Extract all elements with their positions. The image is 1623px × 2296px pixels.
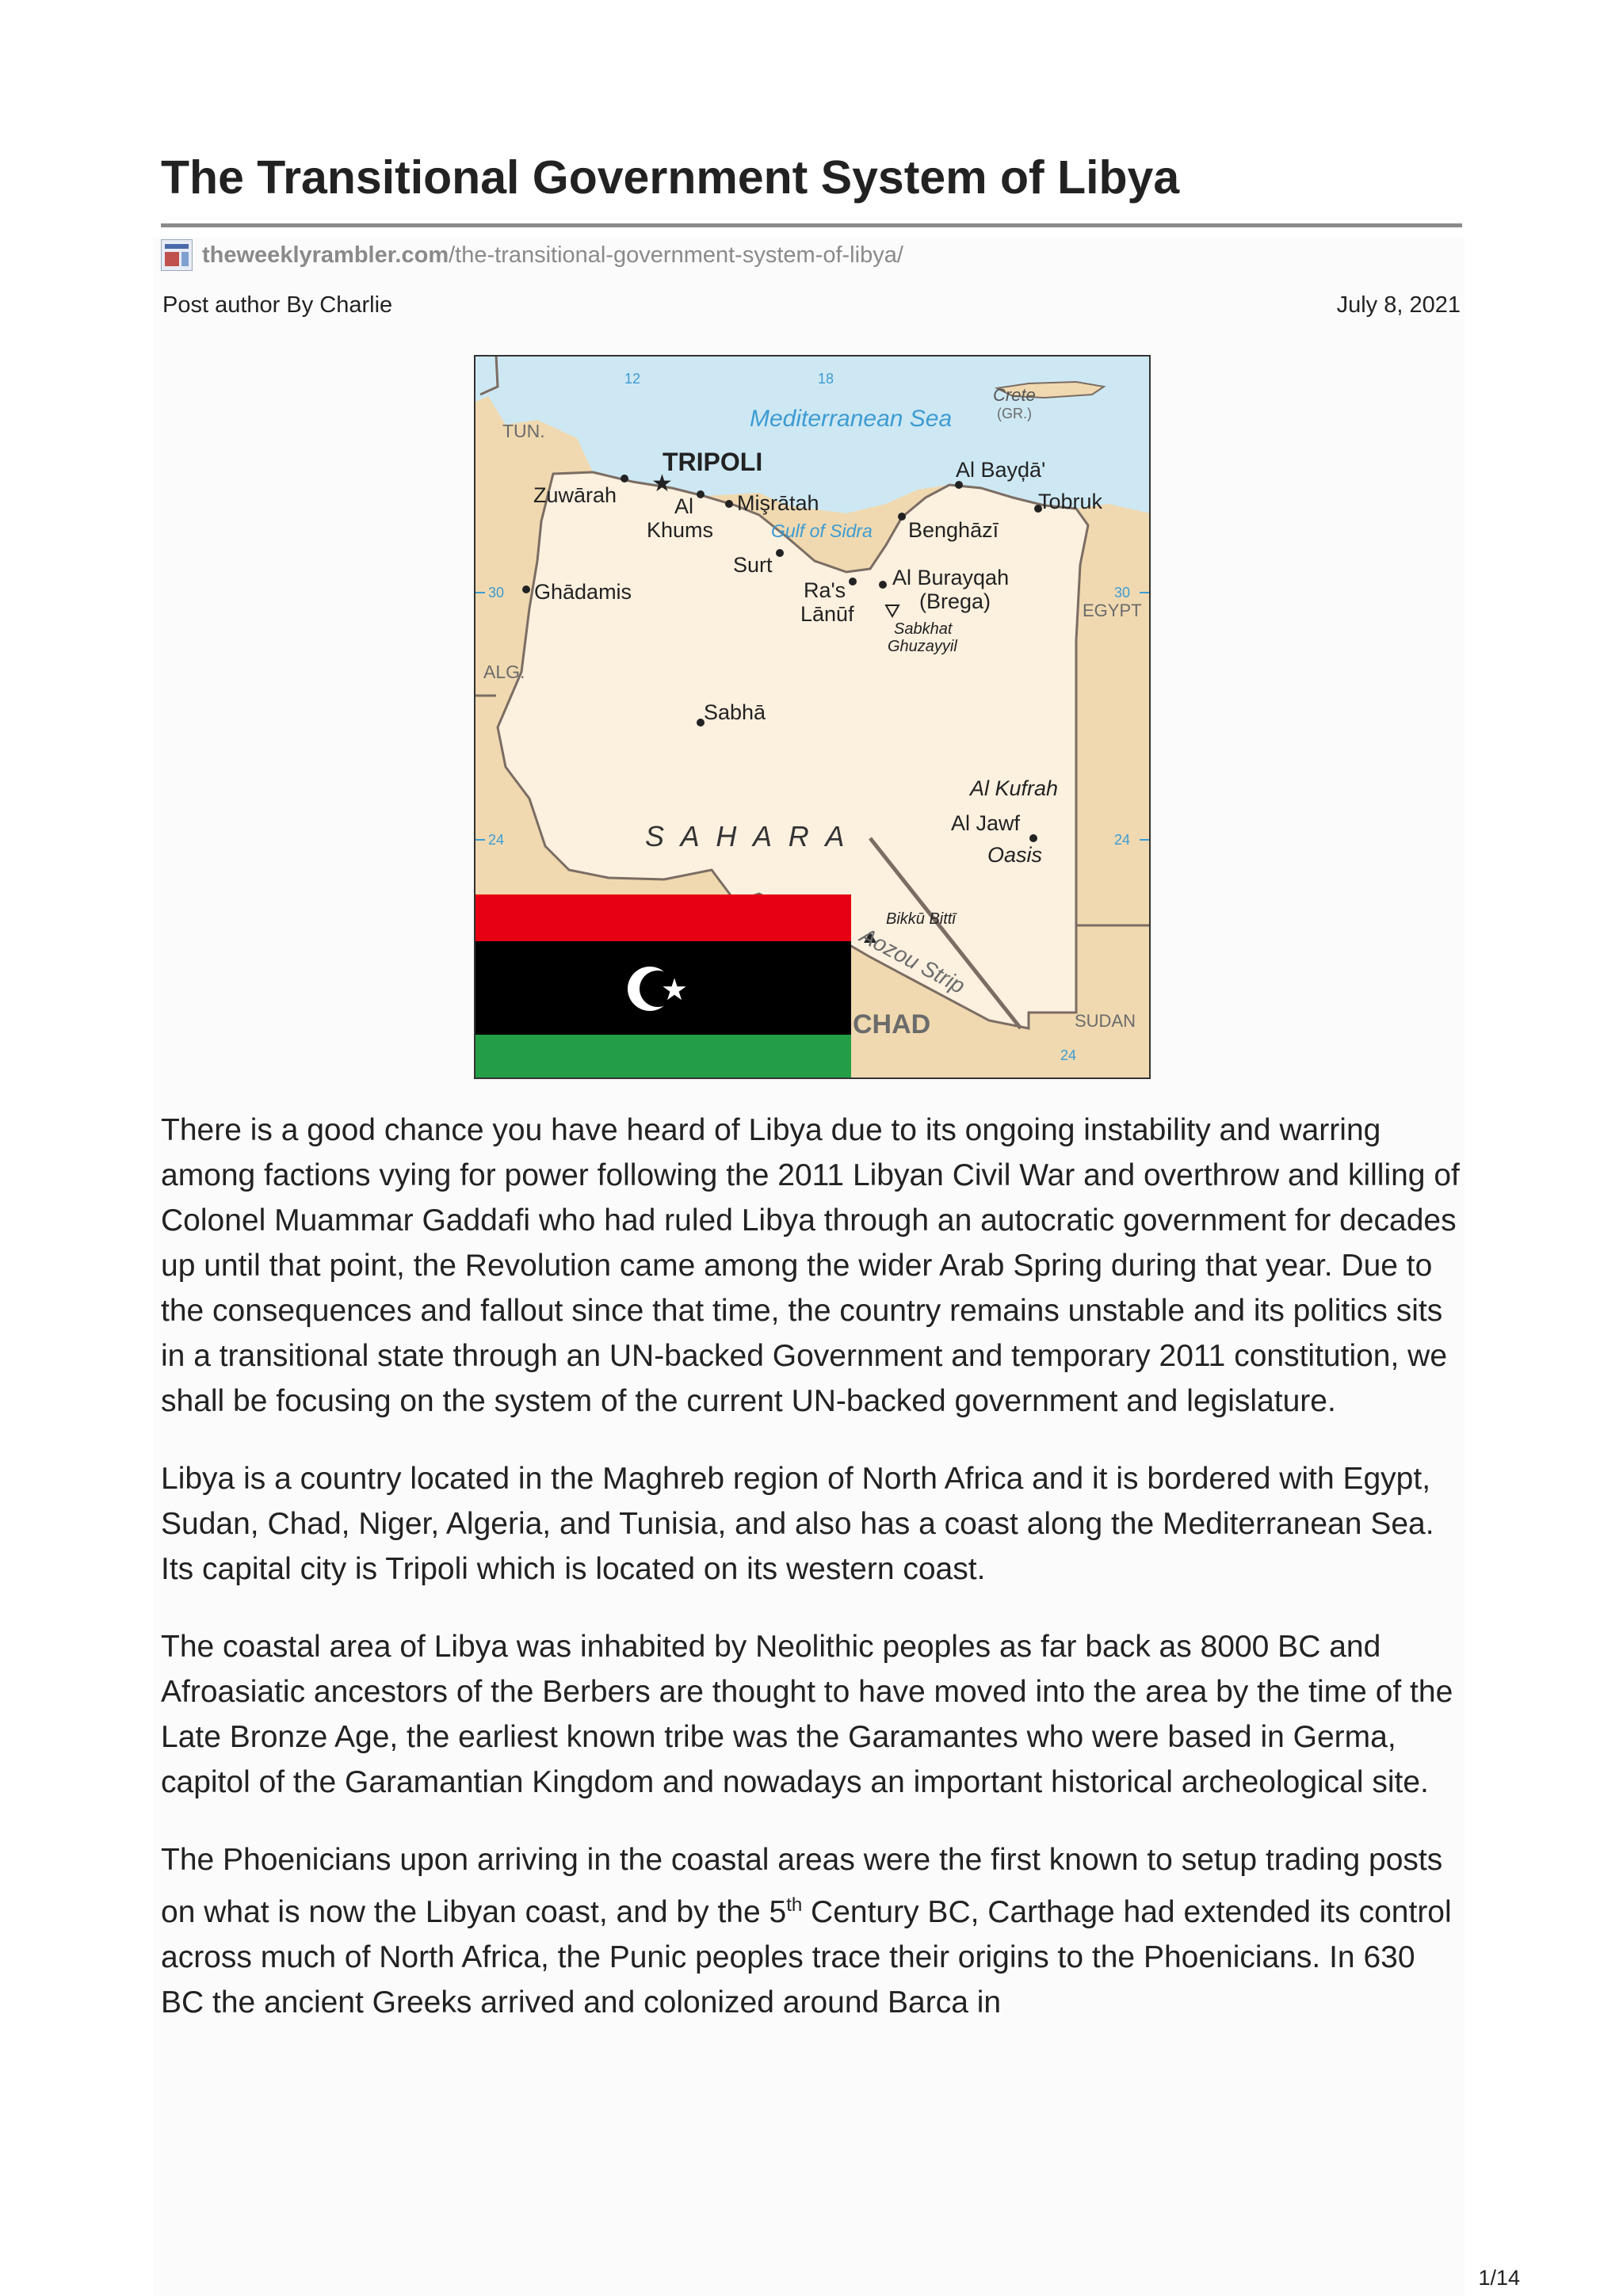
libya-flag <box>474 894 851 1079</box>
city-zuwarah: Zuwārah <box>533 483 617 507</box>
grid-lon-12: 12 <box>624 371 641 387</box>
paragraph-4-superscript: th <box>786 1894 803 1916</box>
source-path[interactable]: /the-transitional-government-system-of-libya/ <box>449 242 903 268</box>
paragraph-2: Libya is a country located in the Maghreb region of North Africa and it is bordered with Egypt, Sudan, Chad, Niger, Algeria, and Tunisia, and also has a coast along the Mediterranean Sea. Its capital city is Tripoli which is located on its western coast. <box>161 1462 1434 1586</box>
article-body <box>161 1108 1465 2058</box>
paragraph-4 <box>161 1837 1465 2025</box>
paragraph-4-part-2: Century BC, Carthage had extended its control across much of North Africa, the Punic peoples trace their origins to the Phoenicians. In 630 BC the ancient Greeks arrived and colonized around Barca in <box>161 1895 1452 2019</box>
country-sudan: SUDAN <box>1075 1011 1136 1031</box>
flag-red-band <box>474 894 851 941</box>
grid-lat-30-west: 30 <box>488 585 505 601</box>
page-number: 1/14 <box>1478 2266 1520 2290</box>
feature-aozou: Aozou Strip <box>856 922 969 999</box>
article-title: The Transitional Government System of Libya <box>161 151 1180 204</box>
grid-lon-18: 18 <box>818 371 834 387</box>
libya-map-figure <box>474 355 1151 1079</box>
crete-note: (GR.) <box>997 406 1032 421</box>
feature-bikku: Bikkū Bittī <box>886 910 956 928</box>
post-author: Post author By Charlie <box>162 292 393 318</box>
city-tobruk: Tobruk <box>1038 490 1103 513</box>
grid-lat-30-east: 30 <box>1114 585 1131 601</box>
title-divider <box>161 223 1462 227</box>
paragraph-3: The coastal area of Libya was inhabited by Neolithic peoples as far back as 8000 BC and Afroasiatic ancestors of the Berbers are thought to have moved into the area by the time of the Late Bronze Age, the earliest known tribe was the Garamantes who were based in Germa, capitol of the Garamantian Kingdom and nowadays an important historical archeological site. <box>161 1630 1453 1799</box>
city-khums: Khums <box>647 518 714 542</box>
city-lanuf: Lānūf <box>800 602 854 626</box>
feature-ghuzayyil: Ghuzayyil <box>888 638 957 655</box>
city-benghazi: Benghāzī <box>908 518 999 542</box>
post-date: July 8, 2021 <box>1336 292 1461 318</box>
city-al: Al <box>674 494 694 518</box>
feature-sabkhat: Sabkhat <box>894 620 953 638</box>
city-ghadamis: Ghādamis <box>534 580 632 604</box>
country-chad: CHAD <box>853 1009 931 1039</box>
region-sahara: S A H A R A <box>645 820 850 852</box>
city-surt: Surt <box>733 553 773 577</box>
city-kufrah: Al Kufrah <box>970 776 1059 800</box>
paragraph-1: There is a good chance you have heard of Libya due to its ongoing instability and warring among factions vying for power following the 2011 Libyan Civil War and overthrow and killing of Colonel Muammar Gaddafi who had ruled Libya through an autocratic government for decades up until that point, the Revolution came among the wider Arab Spring during that year. Due to the consequences and fallout since that time, the country remains unstable and its politics sits in a transitional state through an UN-backed Government and temporary 2011 constitution, we shall be focusing on the system of the current UN-backed government and legislature. <box>161 1113 1460 1418</box>
city-burayqah: Al Burayqah <box>892 566 1010 589</box>
source-domain[interactable]: theweeklyrambler.com <box>202 242 449 268</box>
city-misratah: Mişrātah <box>737 491 819 515</box>
grid-lat-24-east: 24 <box>1114 832 1131 848</box>
gulf-label: Gulf of Sidra <box>771 521 873 541</box>
flag-green-band <box>474 1035 851 1079</box>
city-brega: (Brega) <box>919 589 991 613</box>
libya-map <box>474 355 1151 1079</box>
sea-label: Mediterranean Sea <box>750 406 953 432</box>
flag-star-icon: ★ <box>661 974 689 1007</box>
site-favicon-icon <box>161 239 193 271</box>
capital-star-icon: ★ <box>651 471 673 497</box>
capital-tripoli: TRIPOLI <box>663 448 763 476</box>
city-jawf: Al Jawf <box>951 811 1021 835</box>
source-link[interactable] <box>161 238 903 273</box>
city-oasis: Oasis <box>987 843 1043 867</box>
grid-lon-24: 24 <box>1060 1047 1077 1063</box>
country-egypt: EGYPT <box>1083 601 1142 620</box>
paragraph-4-part-1: The Phoenicians upon arriving in the coastal areas were the first known to setup trading posts on what is now the Libyan coast, and by the 5 <box>161 1843 1443 1929</box>
grid-lat-24-west: 24 <box>488 832 505 848</box>
city-ras: Ra's <box>804 578 846 602</box>
country-algeria: ALG. <box>483 662 525 682</box>
country-tunisia: TUN. <box>502 421 545 441</box>
crete-label: Crete <box>993 385 1036 405</box>
city-sabha: Sabhā <box>704 700 766 724</box>
city-bayda: Al Bayḑā' <box>956 458 1046 482</box>
